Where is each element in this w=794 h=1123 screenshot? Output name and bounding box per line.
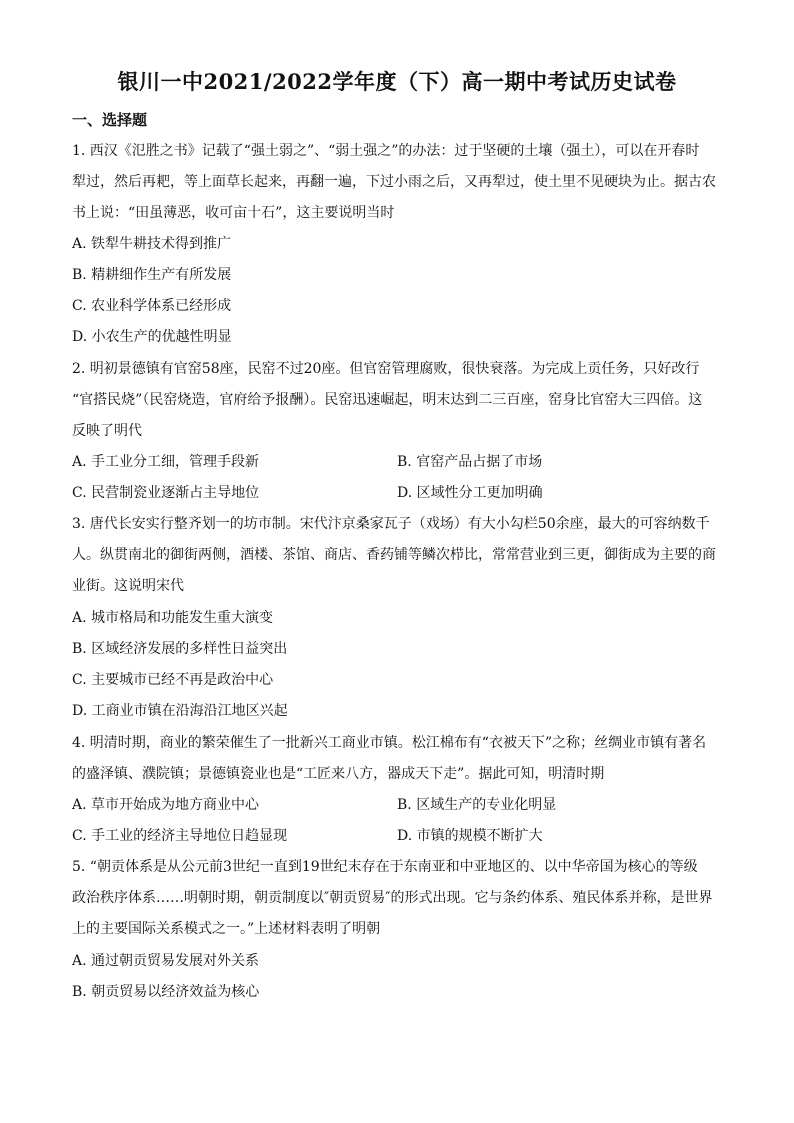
q1-option-d: D. 小农生产的优越性明显	[72, 329, 232, 345]
q3-option-a: A. 城市格局和功能发生重大演变	[72, 610, 274, 626]
q1-option-c: C. 农业科学体系已经形成	[72, 298, 232, 314]
q2-stem-line-3: 反映了明代	[72, 423, 142, 439]
section-heading: 一、选择题	[72, 111, 148, 129]
q2-option-a: A. 手工业分工细，管理手段新	[72, 454, 260, 470]
q1-option-a: A. 铁犁牛耕技术得到推广	[72, 236, 232, 252]
q5-option-b: B. 朝贡贸易以经济效益为核心	[72, 984, 260, 1000]
q1-stem-line-3: 书上说：“田虽薄恶，收可亩十石”，这主要说明当时	[72, 205, 395, 221]
exam-title: 银川一中2021/2022学年度（下）高一期中考试历史试卷	[117, 69, 677, 94]
q4-stem-line-1: 4. 明清时期，商业的繁荣催生了一批新兴工商业市镇。松江棉布有“衣被天下”之称；丝绸业市镇有著名	[72, 735, 707, 751]
q4-option-d: D. 市镇的规模不断扩大	[397, 828, 543, 844]
q1-stem-line-1: 1. 西汉《氾胜之书》记载了“强土弱之”、“弱土强之”的办法：过于坚硬的土壤（强土），可以在开春时	[72, 143, 700, 159]
q4-stem-line-2: 的盛泽镇、濮院镇；景德镇瓷业也是“工匠来八方，器成天下走”。据此可知，明清时期	[72, 766, 605, 782]
q3-stem-line-2: 人。纵贯南北的御街两侧，酒楼、茶馆、商店、香药铺等鳞次栉比，常常营业到三更，御街成为主要的商	[72, 547, 716, 563]
q4-option-a: A. 草市开始成为地方商业中心	[72, 797, 260, 813]
q4-option-c: C. 手工业的经济主导地位日趋显现	[72, 828, 288, 844]
q2-stem-line-2: “官搭民烧”（民窑烧造，官府给予报酬）。民窑迅速崛起，明末达到二三百座，窑身比官窑大三四倍。这	[72, 392, 703, 408]
q3-option-b: B. 区域经济发展的多样性日益突出	[72, 641, 288, 657]
q5-stem-line-3: 上的主要国际关系模式之一。”上述材料表明了明朝	[72, 921, 381, 937]
q5-option-a: A. 通过朝贡贸易发展对外关系	[72, 953, 260, 969]
q2-option-c: C. 民营制瓷业逐渐占主导地位	[72, 485, 260, 501]
q5-stem-line-1: 5. “朝贡体系是从公元前3世纪一直到19世纪末存在于东南亚和中亚地区的、以中华帝国为核心的等级	[72, 859, 698, 875]
q2-option-d: D. 区域性分工更加明确	[397, 485, 543, 501]
q3-stem-line-3: 业街。这说明宋代	[72, 578, 184, 594]
q2-option-b: B. 官窑产品占据了市场	[397, 454, 543, 470]
q1-option-b: B. 精耕细作生产有所发展	[72, 267, 232, 283]
q1-stem-line-2: 犁过，然后再耙，等上面草长起来，再翻一遍，下过小雨之后，又再犁过，使土里不见硬块为止。据古农	[72, 174, 716, 190]
q3-option-c: C. 主要城市已经不再是政治中心	[72, 672, 274, 688]
q4-option-b: B. 区域生产的专业化明显	[397, 797, 557, 813]
q5-stem-line-2: 政治秩序体系……明朝时期，朝贡制度以″朝贡贸易″的形式出现。它与条约体系、殖民体系并称，是世界	[72, 890, 713, 906]
q2-stem-line-1: 2. 明初景德镇有官窑58座，民窑不过20座。但官窑管理腐败，很快衰落。为完成上贡任务，只好改行	[72, 361, 700, 377]
q3-stem-line-1: 3. 唐代长安实行整齐划一的坊市制。宋代汴京桑家瓦子（戏场）有大小勾栏50余座，最大的可容纳数千	[72, 516, 710, 532]
q3-option-d: D. 工商业市镇在沿海沿江地区兴起	[72, 703, 288, 719]
